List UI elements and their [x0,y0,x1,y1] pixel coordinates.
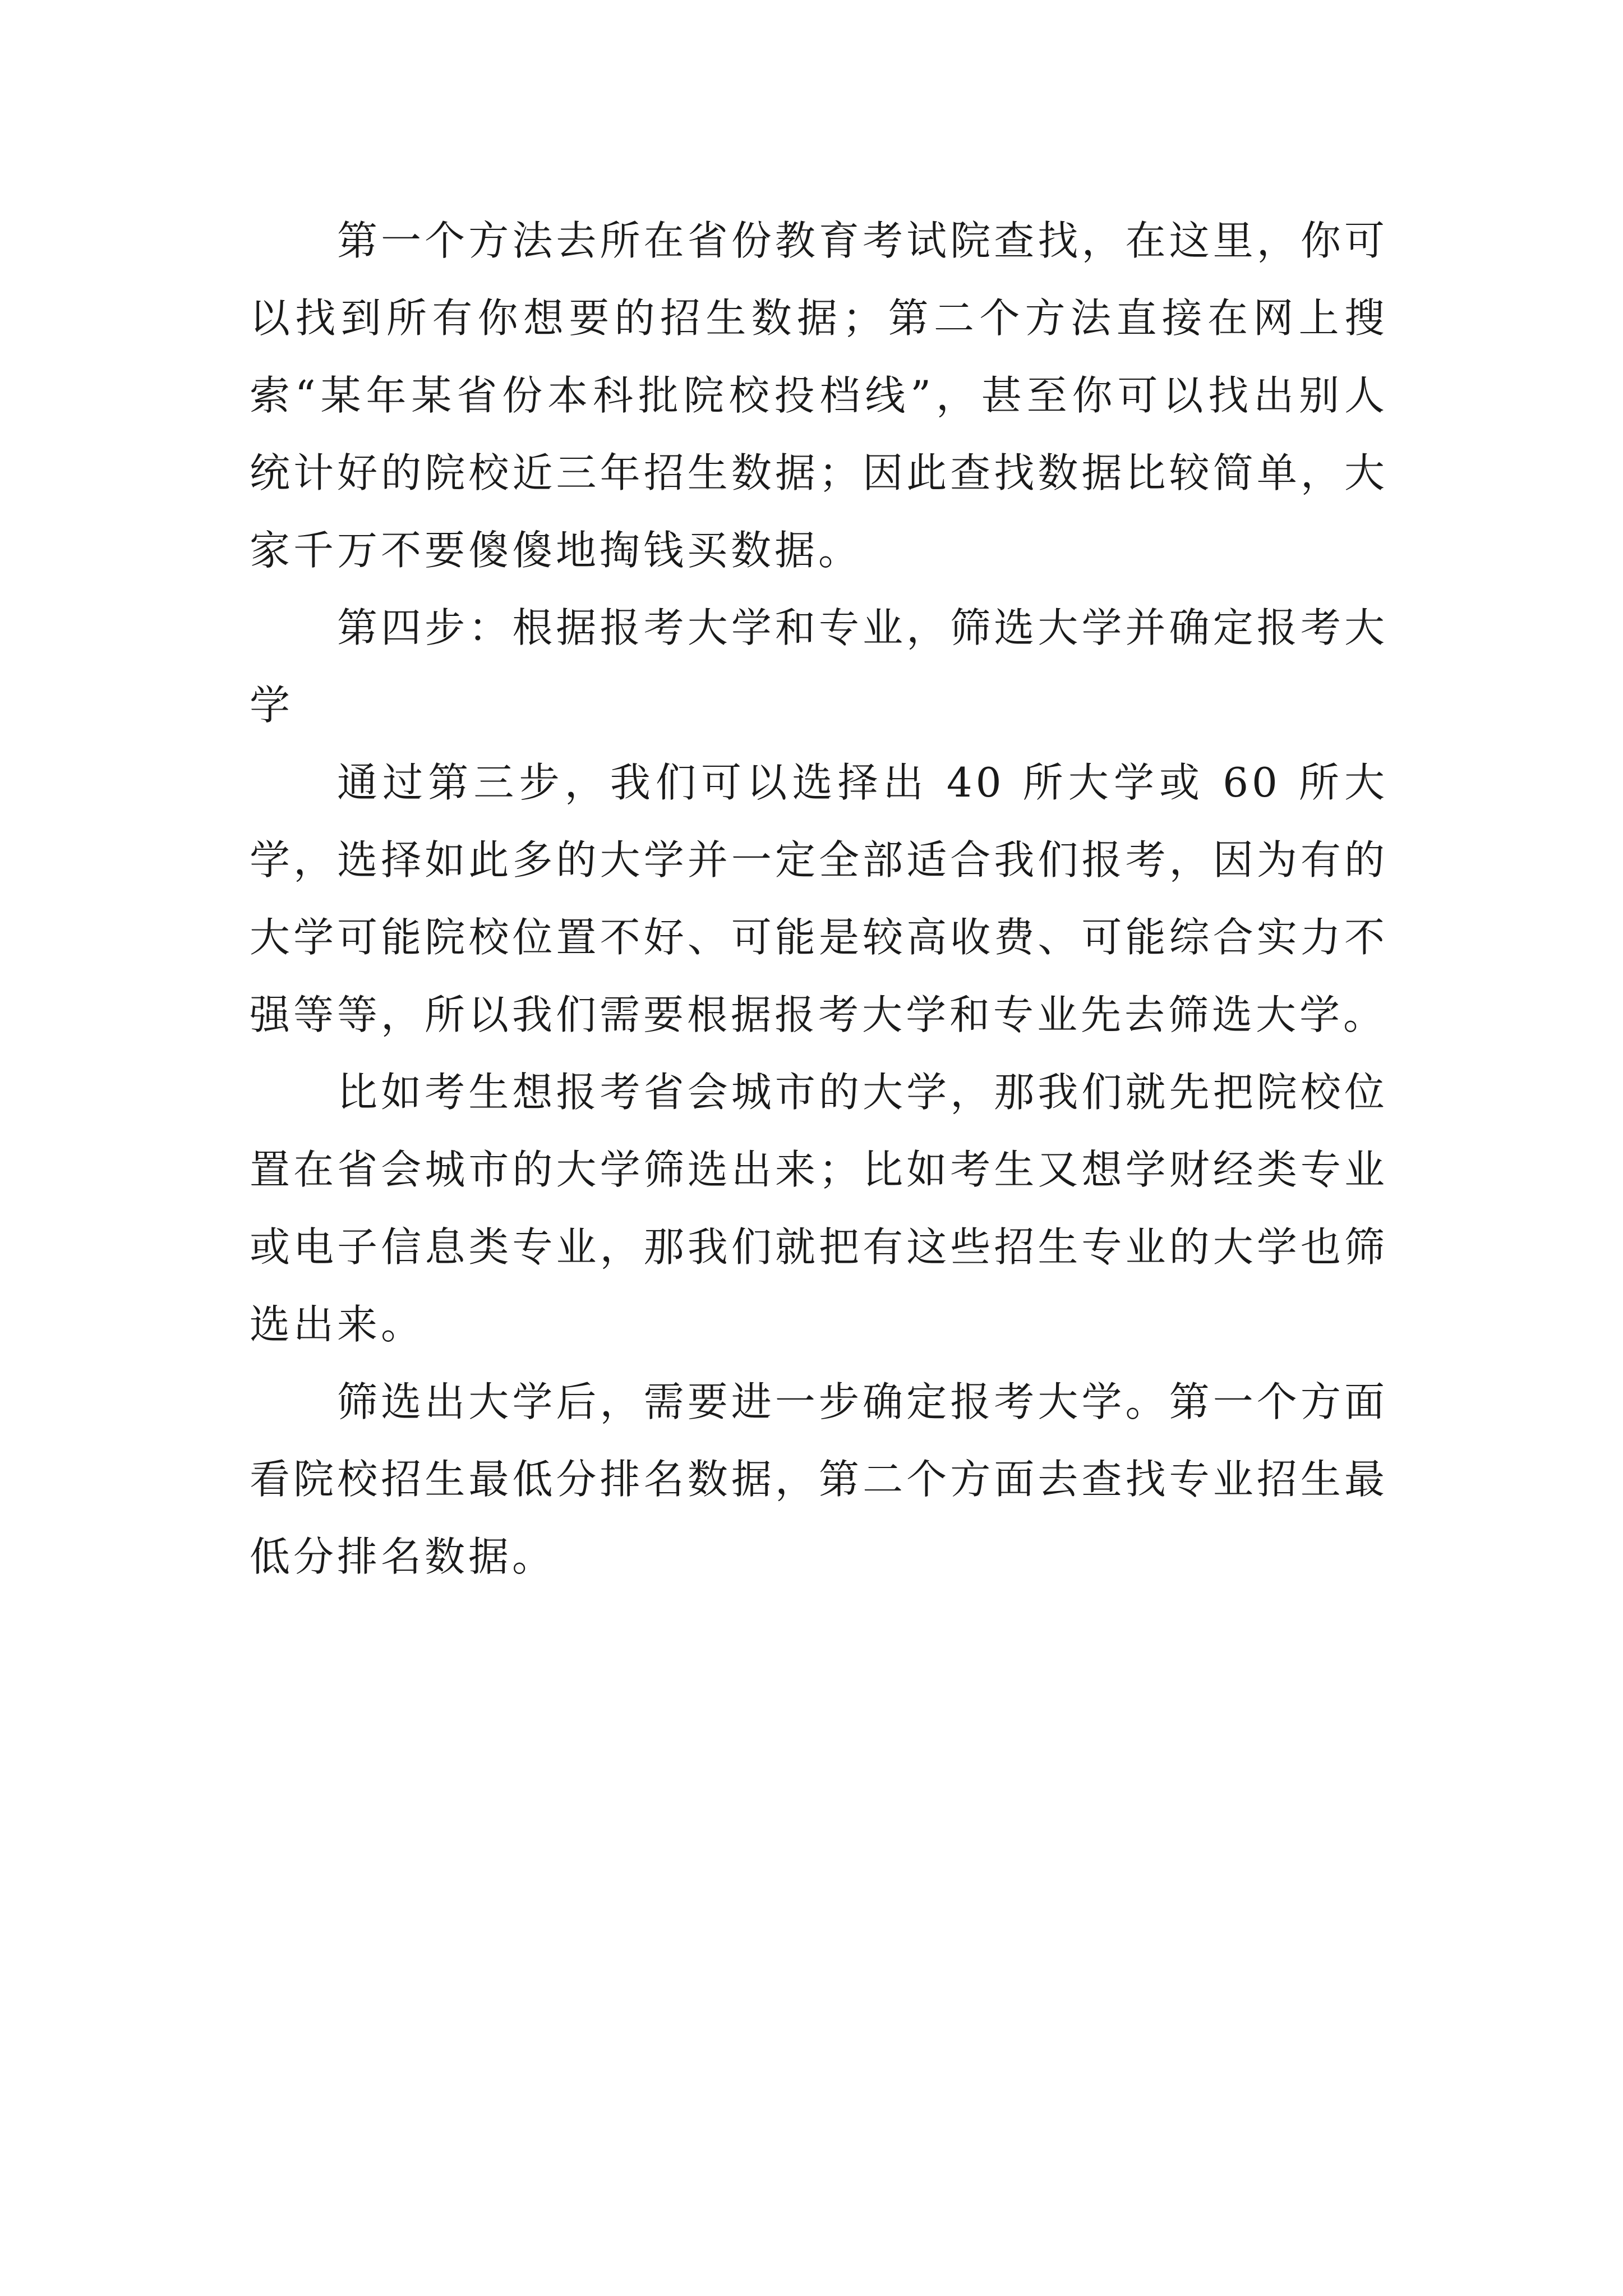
paragraph-screening-example: 比如考生想报考省会城市的大学，那我们就先把院校位置在省会城市的大学筛选出来；比如考生又想学财经类专业或电子信息类专业，那我们就把有这些招生专业的大学也筛选出来。 [250,1069,1388,1348]
document-body [250,202,1388,1595]
paragraph-data-sources: 第一个方法去所在省份教育考试院查找，在这里，你可以找到所有你想要的招生数据；第二个方法直接在网上搜索“某年某省份本科批院校投档线”，甚至你可以找出别人统计好的院校近三年招生数据；因此查找数据比较简单，大家千万不要傻傻地掏钱买数据。 [250,217,1388,574]
paragraph-screening-reason: 通过第三步，我们可以选择出 40 所大学或 60 所大学，选择如此多的大学并一定全部适合我们报考，因为有的大学可能院校位置不好、可能是较高收费、可能综合实力不强等等，所以我们需要根据报考大学和专业先去筛选大学。 [250,759,1388,1038]
paragraph-confirm-university: 筛选出大学后，需要进一步确定报考大学。第一个方面看院校招生最低分排名数据，第二个方面去查找专业招生最低分排名数据。 [250,1378,1388,1580]
paragraph-step-four-heading: 第四步：根据报考大学和专业，筛选大学并确定报考大学 [250,604,1388,729]
